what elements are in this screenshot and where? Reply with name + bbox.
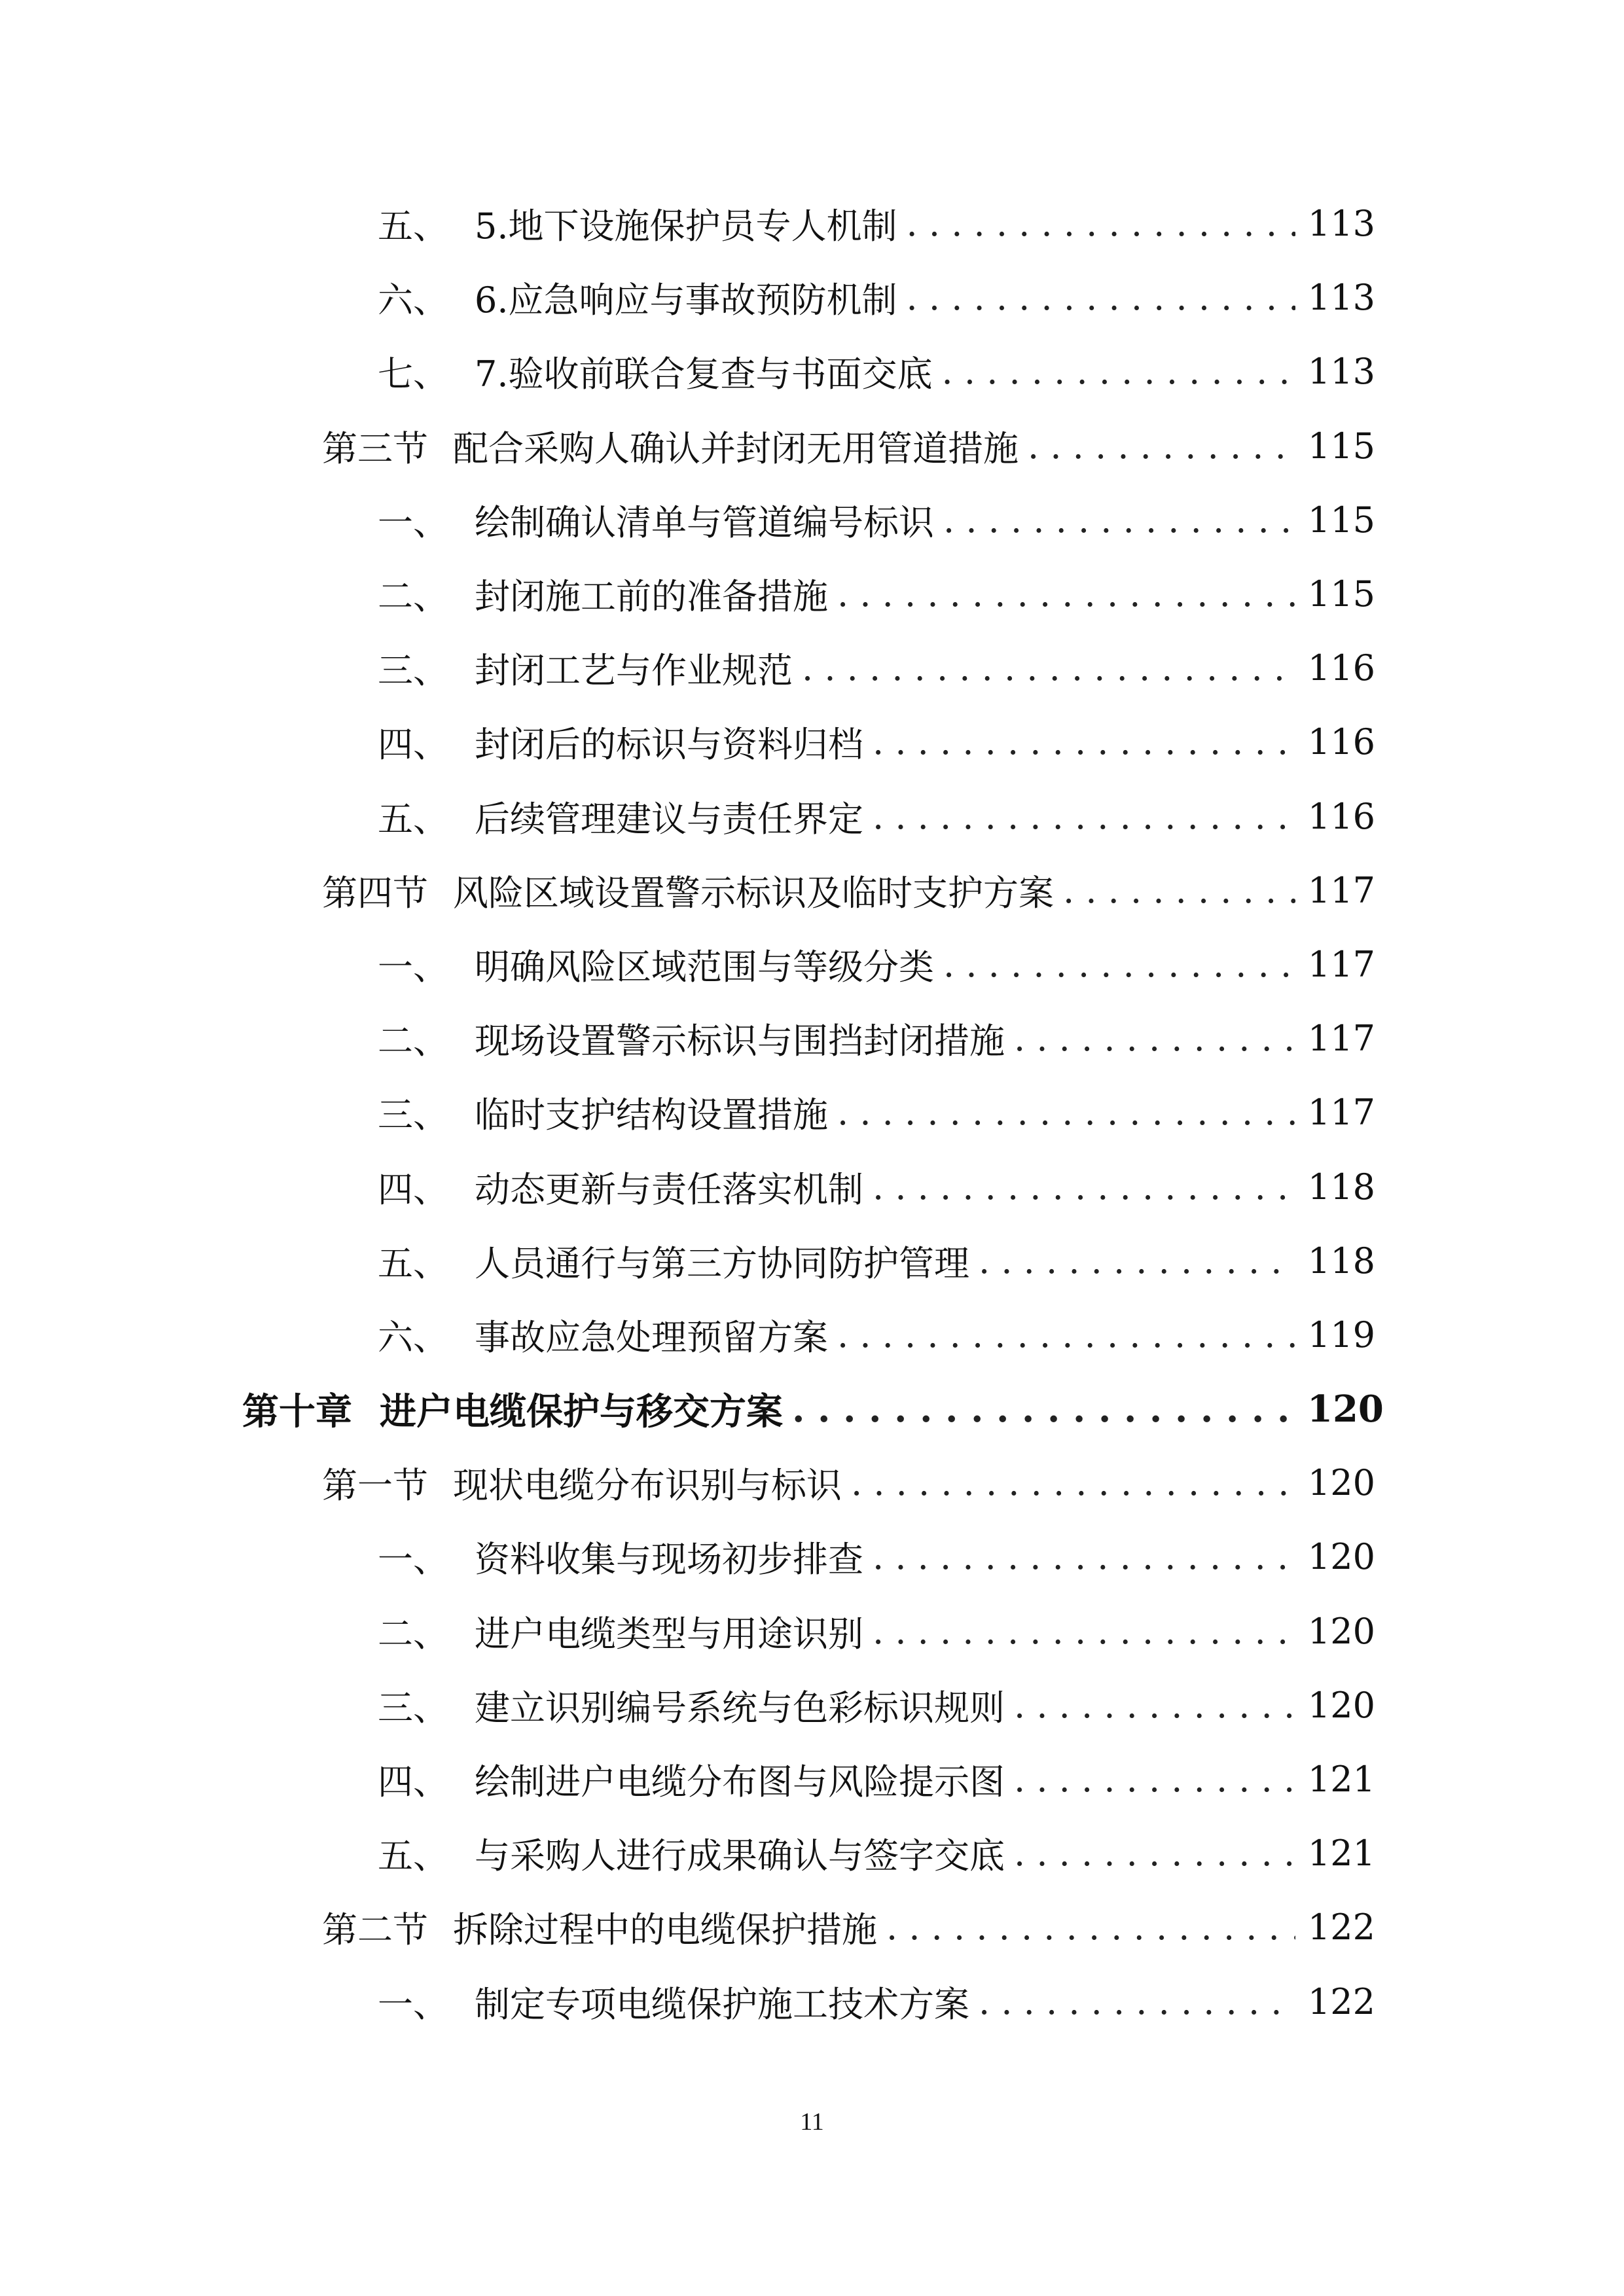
toc-entry-title: 后续管理建议与责任界定 [475, 798, 863, 840]
toc-entry[interactable] [0, 187, 1624, 260]
toc-dot-leader [886, 1907, 1295, 1948]
toc-entry[interactable] [0, 1075, 1624, 1149]
toc-entry-title: 建立识别编号系统与色彩标识规则 [475, 1687, 1005, 1729]
toc-dot-leader [942, 351, 1295, 392]
toc-dot-leader [792, 1388, 1295, 1431]
toc-dot-leader [1014, 1759, 1295, 1800]
toc-entry[interactable] [0, 1594, 1624, 1668]
toc-entry-page: 120 [1307, 1536, 1375, 1578]
toc-entry-page: 116 [1307, 647, 1375, 689]
toc-entry-title: 拆除过程中的电缆保护措施 [453, 1909, 877, 1951]
toc-entry-number: 六、 [378, 1316, 448, 1358]
toc-entry-page: 121 [1307, 1833, 1375, 1874]
toc-entry-page: 113 [1307, 277, 1375, 319]
toc-dot-leader [943, 944, 1295, 985]
toc-entry[interactable] [0, 1298, 1624, 1372]
toc-entry-number: 五、 [378, 798, 448, 840]
toc-dot-leader [1014, 1833, 1295, 1874]
toc-entry-number: 一、 [378, 946, 448, 988]
toc-entry-page: 120 [1307, 1387, 1384, 1431]
toc-entry-page: 118 [1307, 1240, 1375, 1282]
toc-entry[interactable] [0, 705, 1624, 779]
toc-dot-leader [979, 1981, 1295, 2022]
page-number: 11 [800, 2108, 824, 2136]
toc-entry[interactable] [0, 631, 1624, 705]
toc-entry-number: 六、 [378, 279, 448, 321]
toc-entry-title: 封闭工艺与作业规范 [475, 650, 793, 692]
toc-entry-title: 封闭后的标识与资料归档 [475, 724, 863, 766]
toc-entry-title: 动态更新与责任落实机制 [475, 1168, 863, 1210]
toc-entry-number: 四、 [378, 1761, 448, 1803]
toc-entry[interactable] [0, 1965, 1624, 2039]
toc-entry-page: 117 [1307, 943, 1375, 985]
toc-entry[interactable] [0, 260, 1624, 334]
toc-entry-page: 118 [1307, 1166, 1375, 1208]
toc-entry[interactable] [0, 1520, 1624, 1594]
toc-entry-page: 119 [1307, 1314, 1375, 1355]
toc-entry-page: 113 [1307, 203, 1375, 245]
toc-entry-number: 第四节 [322, 872, 428, 914]
toc-entry[interactable] [0, 557, 1624, 631]
toc-entry-page: 115 [1307, 425, 1375, 467]
toc-entry-title: 与采购人进行成果确认与签字交底 [475, 1835, 1005, 1877]
toc-entry-title: 绘制确认清单与管道编号标识 [475, 501, 934, 543]
toc-entry-title: 5.地下设施保护员专人机制 [475, 206, 897, 247]
toc-dot-leader [802, 647, 1295, 689]
toc-entry[interactable] [0, 1890, 1624, 1964]
toc-entry-title: 6.应急响应与事故预防机制 [475, 279, 897, 321]
toc-entry-number: 第一节 [322, 1465, 428, 1507]
toc-entry-number: 七、 [378, 353, 448, 395]
toc-entry[interactable] [0, 1668, 1624, 1742]
toc-dot-leader [873, 1166, 1295, 1208]
toc-entry[interactable] [0, 1742, 1624, 1816]
toc-dot-leader [873, 1611, 1295, 1652]
toc-entry-page: 121 [1307, 1759, 1375, 1801]
toc-entry-number: 五、 [378, 1835, 448, 1877]
toc-entry-number: 四、 [378, 1168, 448, 1210]
toc-dot-leader [837, 573, 1295, 615]
toc-entry-title: 现状电缆分布识别与标识 [453, 1465, 842, 1507]
toc-dot-leader [851, 1462, 1295, 1503]
toc-entry-title: 7.验收前联合复查与书面交底 [475, 353, 933, 395]
toc-entry-title: 人员通行与第三方协同防护管理 [475, 1242, 969, 1284]
toc-dot-leader [837, 1314, 1295, 1355]
toc-entry-title: 明确风险区域范围与等级分类 [475, 946, 934, 988]
toc-entry[interactable] [0, 927, 1624, 1001]
toc-entry-number: 二、 [378, 1020, 448, 1062]
toc-entry-number: 一、 [378, 1539, 448, 1581]
toc-dot-leader [907, 277, 1295, 318]
toc-entry-page: 117 [1307, 1018, 1375, 1060]
toc-dot-leader [907, 203, 1295, 244]
toc-entry-title: 临时支护结构设置措施 [475, 1094, 828, 1136]
toc-entry[interactable] [0, 334, 1624, 408]
toc-entry-title: 资料收集与现场初步排查 [475, 1539, 863, 1581]
toc-entry[interactable] [0, 1149, 1624, 1223]
toc-entry-title: 进户电缆类型与用途识别 [475, 1613, 863, 1655]
toc-entry-page: 117 [1307, 869, 1375, 911]
toc-entry-number: 第三节 [322, 427, 428, 469]
toc-entry[interactable] [0, 780, 1624, 853]
toc-entry-number: 五、 [378, 1242, 448, 1284]
toc-entry-title: 现场设置警示标识与围挡封闭措施 [475, 1020, 1005, 1062]
toc-entry-number: 第十章 [242, 1390, 352, 1433]
toc-entry-title: 封闭施工前的准备措施 [475, 576, 828, 618]
toc-dot-leader [837, 1092, 1295, 1133]
toc-dot-leader [873, 796, 1295, 837]
toc-entry[interactable] [0, 483, 1624, 557]
toc-entry-page: 115 [1307, 573, 1375, 615]
toc-entry[interactable] [0, 1816, 1624, 1890]
table-of-contents [0, 187, 1624, 2039]
toc-entry-number: 四、 [378, 724, 448, 766]
toc-entry-number: 三、 [378, 1687, 448, 1729]
toc-dot-leader [1014, 1018, 1295, 1059]
toc-entry-page: 117 [1307, 1092, 1375, 1134]
toc-entry-page: 116 [1307, 795, 1375, 837]
toc-entry-number: 二、 [378, 1613, 448, 1655]
toc-entry-number: 三、 [378, 1094, 448, 1136]
toc-entry-page: 113 [1307, 351, 1375, 393]
toc-entry-number: 二、 [378, 576, 448, 618]
toc-entry-page: 120 [1307, 1462, 1375, 1504]
toc-entry[interactable] [0, 409, 1624, 483]
toc-entry-number: 第二节 [322, 1909, 428, 1951]
toc-entry-title: 事故应急处理预留方案 [475, 1316, 828, 1358]
toc-entry[interactable] [0, 1001, 1624, 1075]
toc-entry-number: 五、 [378, 206, 448, 247]
toc-entry-page: 122 [1307, 1907, 1375, 1948]
toc-dot-leader [979, 1240, 1295, 1282]
toc-entry-number: 一、 [378, 1983, 448, 2025]
toc-dot-leader [1063, 870, 1295, 911]
toc-entry-page: 120 [1307, 1684, 1375, 1726]
toc-entry-page: 115 [1307, 499, 1375, 541]
toc-entry-page: 122 [1307, 1981, 1375, 2022]
toc-entry-title: 风险区域设置警示标识及临时支护方案 [453, 872, 1054, 914]
toc-entry-number: 三、 [378, 650, 448, 692]
toc-dot-leader [873, 1536, 1295, 1577]
toc-dot-leader [873, 721, 1295, 762]
toc-dot-leader [1014, 1685, 1295, 1726]
toc-entry[interactable] [0, 1446, 1624, 1520]
toc-entry[interactable] [0, 1224, 1624, 1298]
toc-entry[interactable] [0, 853, 1624, 927]
toc-entry-number: 一、 [378, 501, 448, 543]
toc-entry[interactable] [0, 1372, 1624, 1446]
toc-entry-title: 制定专项电缆保护施工技术方案 [475, 1983, 969, 2025]
toc-dot-leader [943, 499, 1295, 541]
toc-dot-leader [1028, 425, 1295, 467]
toc-entry-title: 绘制进户电缆分布图与风险提示图 [475, 1761, 1005, 1803]
toc-entry-page: 116 [1307, 721, 1375, 763]
toc-entry-title: 进户电缆保护与移交方案 [380, 1390, 783, 1433]
toc-entry-title: 配合采购人确认并封闭无用管道措施 [453, 427, 1019, 469]
toc-entry-page: 120 [1307, 1610, 1375, 1652]
